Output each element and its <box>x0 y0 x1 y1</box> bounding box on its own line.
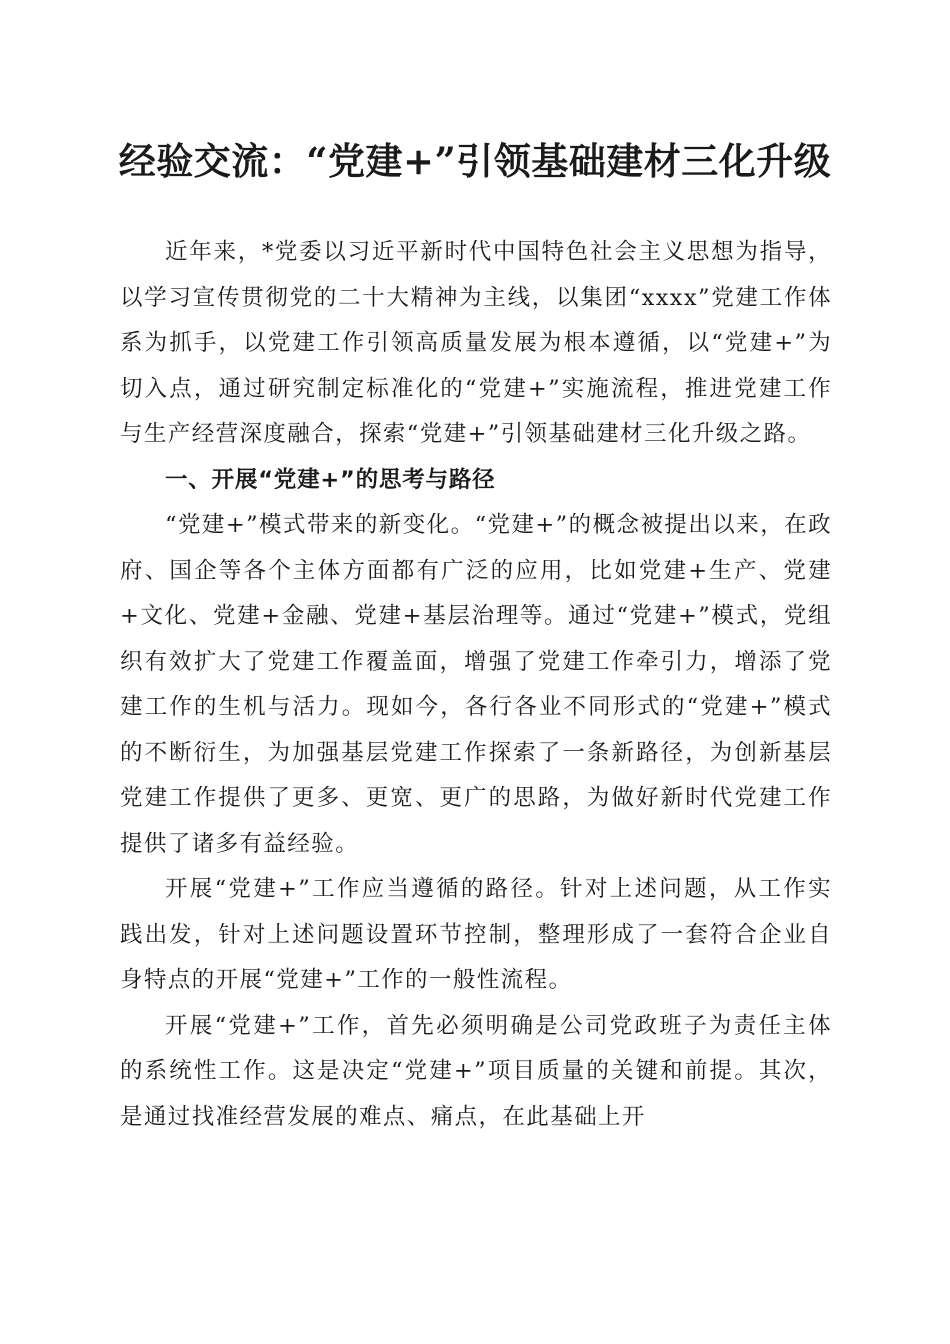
intro-paragraph: 近年来，*党委以习近平新时代中国特色社会主义思想为指导，以学习宣传贯彻党的二十大精神为主线，以集团“xxxx”党建工作体系为抓手，以党建工作引领高质量发展为根本遵循，以“党建+”为切入点，通过研究制定标准化的“党建+”实施流程，推进党建工作与生产经营深度融合，探索“党建+”引领基础建材三化升级之路。 <box>120 239 832 447</box>
section-paragraph-3: 开展“党建+”工作，首先必须明确是公司党政班子为责任主体的系统性工作。这是决定“党建+”项目质量的关键和前提。其次，是通过找准经营发展的难点、痛点，在此基础上开 <box>120 1012 832 1130</box>
section-paragraph-2: 开展“党建+”工作应当遵循的路径。针对上述问题，从工作实践出发，针对上述问题设置环节控制，整理形成了一套符合企业自身特点的开展“党建+”工作的一般性流程。 <box>120 876 832 993</box>
document-title: 经验交流：“党建+”引领基础建材三化升级 <box>118 139 832 183</box>
section-heading: 一、开展“党建+”的思考与路径 <box>165 466 496 493</box>
section-paragraph-1: “党建+”模式带来的新变化。“党建+”的概念被提出以来，在政府、国企等各个主体方面都有广泛的应用，比如党建+生产、党建+文化、党建+金融、党建+基层治理等。通过“党建+”模式，党组织有效扩大了党建工作覆盖面，增强了党建工作牵引力，增添了党建工作的生机与活力。现如今，各行各业不同形式的“党建+”模式的不断衍生，为加强基层党建工作探索了一条新路径，为创新基层党建工作提供了更多、更宽、更广的思路，为做好新时代党建工作提供了诸多有益经验。 <box>120 512 832 857</box>
document-body <box>120 230 832 1140</box>
